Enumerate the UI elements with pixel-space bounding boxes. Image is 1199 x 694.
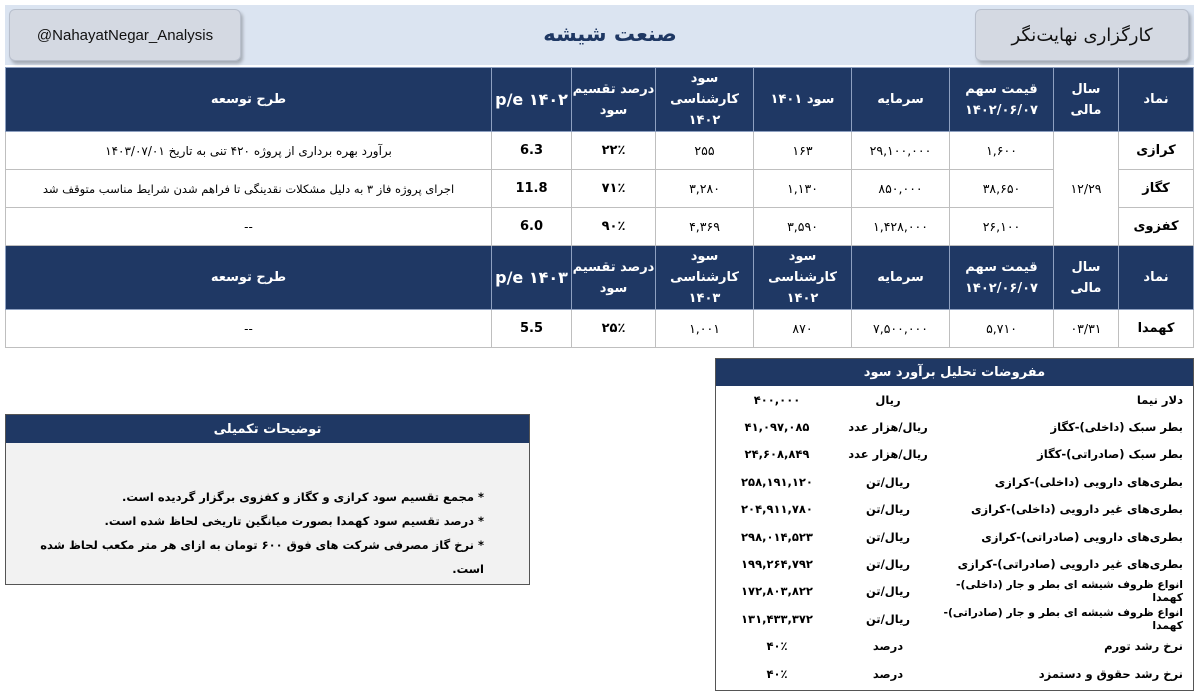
list-item: [716, 413, 1193, 440]
col-symbol: نماد: [1119, 246, 1194, 310]
pe-cell: 5.5: [492, 310, 572, 348]
notes-box: [5, 414, 530, 585]
assumption-unit: ریال/هزار عدد: [848, 447, 928, 462]
assumptions-table: [716, 386, 1193, 687]
plan-cell: اجرای پروژه فاز ۳ به دلیل مشکلات نقدینگی تا فراهم شدن شرایط مناسب متوقف شد: [6, 170, 492, 208]
list-item: [716, 578, 1193, 605]
assumption-name: بطری‌های دارویی (داخلی)-کرازی: [994, 474, 1183, 489]
col-payout: درصد تقسیم سود: [572, 68, 656, 132]
page-title: صنعت شیشه: [543, 22, 677, 46]
payout-cell: ۷۱٪: [572, 170, 656, 208]
stocks-table: [5, 67, 1194, 348]
assumption-value: ۱۳۱,۴۳۳,۳۷۲: [741, 611, 813, 626]
assumption-unit: درصد: [872, 639, 904, 654]
assumption-unit: ریال/تن: [865, 611, 911, 626]
list-item: [716, 605, 1193, 632]
assumption-name: نرخ رشد حقوق و دستمزد: [1038, 666, 1183, 681]
col-profit-prev: سود کارشناسی ۱۴۰۲: [754, 246, 852, 310]
assumption-value: ۲۰۴,۹۱۱,۷۸۰: [741, 502, 813, 517]
assumption-unit: ریال/تن: [865, 474, 911, 489]
col-capital: سرمایه: [852, 246, 950, 310]
assumption-name: بطر سبک (صادراتی)-کگاز: [1037, 447, 1183, 462]
assumption-name: بطری‌های دارویی (صادراتی)-کرازی: [981, 529, 1183, 544]
profit-est-cell: ۳,۲۸۰: [656, 170, 754, 208]
plan-cell: --: [6, 208, 492, 246]
assumption-unit: ریال/تن: [865, 557, 911, 572]
header-row-2: [6, 246, 1194, 310]
table-row: [6, 310, 1194, 348]
note-line: * نرخ گاز مصرفی شرکت های فوق ۶۰۰ تومان به ازای هر متر مکعب لحاظ شده است.: [40, 538, 484, 576]
assumption-value: ۱۷۲,۸۰۳,۸۲۲: [741, 584, 813, 599]
col-profit-est: سود کارشناسی ۱۴۰۲: [656, 68, 754, 132]
col-symbol: نماد: [1119, 68, 1194, 132]
payout-cell: ۲۵٪: [572, 310, 656, 348]
col-fiscal-year: سال مالی: [1054, 68, 1119, 132]
assumption-name: بطر سبک (داخلی)-کگاز: [1050, 420, 1183, 435]
profit-est-cell: ۴,۳۶۹: [656, 208, 754, 246]
assumption-unit: ریال: [875, 392, 901, 407]
assumption-value: ۲۴,۶۰۸,۸۴۹: [744, 447, 810, 462]
table-row: [6, 208, 1194, 246]
fiscal-year-cell: ۱۲/۲۹: [1054, 132, 1119, 246]
fiscal-year-cell: ۰۳/۳۱: [1054, 310, 1119, 348]
symbol-cell: کگاز: [1119, 170, 1194, 208]
assumptions-title: مفروضات تحلیل برآورد سود: [716, 359, 1193, 386]
price-cell: ۱,۶۰۰: [950, 132, 1054, 170]
pe-cell: 6.0: [492, 208, 572, 246]
table-row: [6, 132, 1194, 170]
col-profit-est: سود کارشناسی ۱۴۰۳: [656, 246, 754, 310]
assumption-name: دلار نیما: [1136, 392, 1183, 407]
list-item: [716, 550, 1193, 577]
col-price: قیمت سهم ۱۴۰۲/۰۶/۰۷: [950, 68, 1054, 132]
list-item: [716, 496, 1193, 523]
note-line: * مجمع تقسیم سود کرازی و کگاز و کفزوی برگزار گردیده است.: [122, 490, 484, 504]
assumption-unit: ریال/هزار عدد: [848, 420, 928, 435]
assumption-name: انواع ظروف شیشه ای بطر و جار (داخلی)-کهمدا: [956, 578, 1183, 605]
list-item: [716, 468, 1193, 495]
col-plan: طرح توسعه: [6, 246, 492, 310]
profit-prev-cell: ۳,۵۹۰: [754, 208, 852, 246]
assumption-value: ۴۰۰,۰۰۰: [753, 392, 801, 407]
col-price: قیمت سهم ۱۴۰۲/۰۶/۰۷: [950, 246, 1054, 310]
col-profit-prev: سود ۱۴۰۱: [754, 68, 852, 132]
col-pe: p/e ۱۴۰۳: [492, 246, 572, 310]
payout-cell: ۲۲٪: [572, 132, 656, 170]
assumption-name: نرخ رشد تورم: [1104, 639, 1183, 654]
capital-cell: ۲۹,۱۰۰,۰۰۰: [852, 132, 950, 170]
broker-name[interactable]: کارگزاری نهایت‌نگر: [975, 9, 1189, 61]
assumption-value: ۴۱,۰۹۷,۰۸۵: [744, 420, 810, 435]
table-row: [6, 170, 1194, 208]
list-item: [716, 660, 1193, 687]
assumption-unit: ریال/تن: [865, 529, 911, 544]
notes-title: توضیحات تکمیلی: [6, 415, 529, 443]
assumption-unit: ریال/تن: [865, 584, 911, 599]
profit-prev-cell: ۸۷۰: [754, 310, 852, 348]
assumption-name: انواع ظروف شیشه ای بطر و جار (صادراتی)-کهمدا: [943, 605, 1183, 632]
profit-est-cell: ۲۵۵: [656, 132, 754, 170]
symbol-cell: کفزوی: [1119, 208, 1194, 246]
list-item: [716, 633, 1193, 660]
assumption-value: ۲۹۸,۰۱۴,۵۲۳: [741, 529, 813, 544]
symbol-cell: کهمدا: [1119, 310, 1194, 348]
col-fiscal-year: سال مالی: [1054, 246, 1119, 310]
plan-cell: برآورد بهره برداری از پروژه ۴۲۰ تنی به تاریخ ۱۴۰۳/۰۷/۰۱: [6, 132, 492, 170]
symbol-cell: کرازی: [1119, 132, 1194, 170]
assumption-unit: ریال/تن: [865, 502, 911, 517]
price-cell: ۲۶,۱۰۰: [950, 208, 1054, 246]
pe-cell: 6.3: [492, 132, 572, 170]
col-pe: p/e ۱۴۰۲: [492, 68, 572, 132]
col-plan: طرح توسعه: [6, 68, 492, 132]
assumption-value: ۲۵۸,۱۹۱,۱۲۰: [741, 474, 813, 489]
assumption-name: بطری‌های غیر دارویی (داخلی)-کرازی: [970, 502, 1183, 517]
assumption-value: ۴۰٪: [766, 666, 788, 681]
capital-cell: ۱,۴۲۸,۰۰۰: [852, 208, 950, 246]
notes-body: [6, 443, 529, 581]
profit-est-cell: ۱,۰۰۱: [656, 310, 754, 348]
price-cell: ۵,۷۱۰: [950, 310, 1054, 348]
capital-cell: ۸۵۰,۰۰۰: [852, 170, 950, 208]
col-capital: سرمایه: [852, 68, 950, 132]
note-line: * درصد تقسیم سود کهمدا بصورت میانگین تاریخی لحاظ شده است.: [104, 514, 484, 528]
pe-cell: 11.8: [492, 170, 572, 208]
assumption-name: بطری‌های غیر دارویی (صادراتی)-کرازی: [957, 557, 1183, 572]
list-item: [716, 523, 1193, 550]
header-row-1: [6, 68, 1194, 132]
plan-cell: --: [6, 310, 492, 348]
assumption-value: ۴۰٪: [766, 639, 788, 654]
assumption-unit: درصد: [872, 666, 904, 681]
payout-cell: ۹۰٪: [572, 208, 656, 246]
profit-prev-cell: ۱,۱۳۰: [754, 170, 852, 208]
list-item: [716, 441, 1193, 468]
profit-prev-cell: ۱۶۳: [754, 132, 852, 170]
price-cell: ۳۸,۶۵۰: [950, 170, 1054, 208]
assumption-value: ۱۹۹,۲۶۴,۷۹۲: [741, 557, 813, 572]
capital-cell: ۷,۵۰۰,۰۰۰: [852, 310, 950, 348]
list-item: [716, 386, 1193, 413]
col-payout: درصد تقسیم سود: [572, 246, 656, 310]
channel-handle[interactable]: @NahayatNegar_Analysis: [9, 9, 241, 61]
